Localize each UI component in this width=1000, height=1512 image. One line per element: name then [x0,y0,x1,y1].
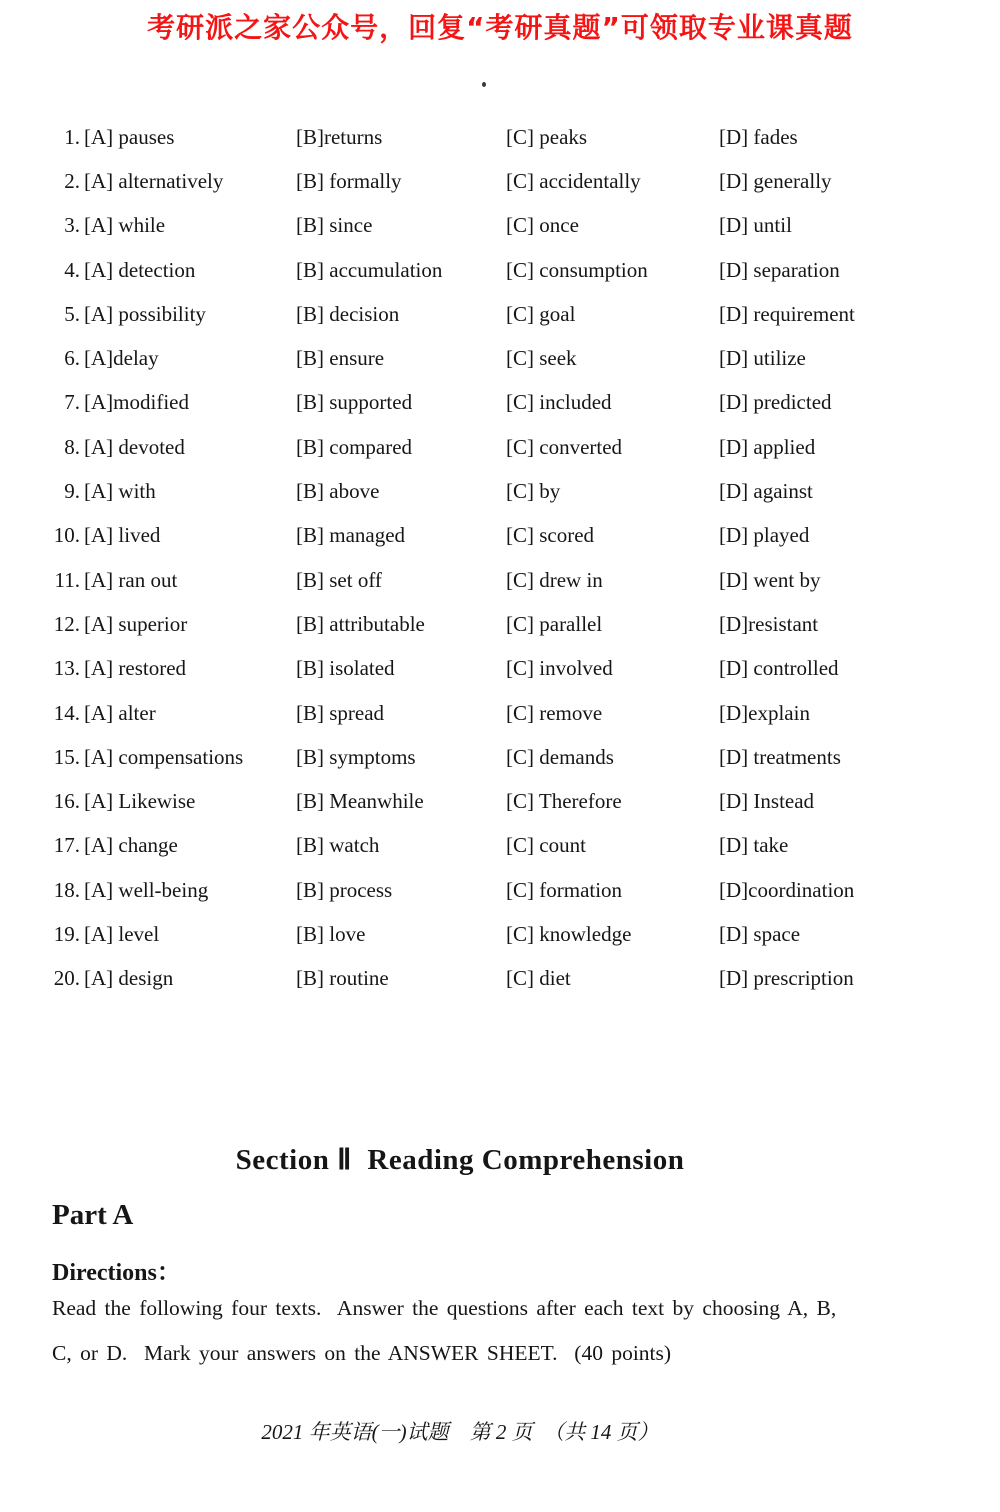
option-d: [D] went by [719,567,821,592]
option-b: [B] watch [296,833,380,858]
option-b: [B] process [296,877,393,902]
option-a: [A] well-being [84,877,209,902]
option-c: [C] seek [506,346,577,371]
option-a: [A] restored [84,656,187,681]
option-d: [D] played [719,523,810,548]
question-number: 1. [64,124,80,149]
option-c: [C] accidentally [506,168,641,193]
option-c: [C] parallel [506,611,603,636]
option-a: [A] with [84,479,156,504]
option-d: [D] applied [719,434,816,459]
option-c: [C] demands [506,744,614,769]
option-c: [C] by [506,479,561,504]
question-number: 10. [53,523,80,548]
question-row [50,336,960,380]
option-c: [C] diet [506,966,571,991]
question-row [50,957,960,1001]
option-b: [B] isolated [296,656,395,681]
option-b: [B] compared [296,434,413,459]
cloze-options-list [50,115,960,1001]
option-b: [B] since [296,213,373,238]
question-row [50,292,960,336]
option-b: [B] ensure [296,346,385,371]
option-a: [A] ran out [84,567,178,592]
option-c: [C] peaks [506,124,588,149]
option-b: [B] formally [296,168,402,193]
option-c: [C] knowledge [506,921,632,946]
option-d: [D] fades [719,124,798,149]
option-a: [A] devoted [84,434,185,459]
option-d: [D] requirement [719,301,855,326]
question-number: 13. [53,656,80,681]
section-heading: Section Ⅱ Reading Comprehension [235,1144,685,1176]
question-number: 4. [64,257,80,282]
option-b: [B] decision [296,301,400,326]
option-d: [D] until [719,213,792,238]
option-c: [C] converted [506,434,623,459]
question-row [50,425,960,469]
option-b: [B] supported [296,390,413,415]
option-d: [D] controlled [719,656,839,681]
part-a-heading: Part A [52,1199,134,1231]
question-row [50,868,960,912]
question-number: 11. [54,567,80,592]
option-d: [D] Instead [719,789,815,814]
option-d: [D] against [719,479,813,504]
option-a: [A] while [84,213,166,238]
option-a: [A] Likewise [84,789,196,814]
option-a: [A] superior [84,611,188,636]
question-number: 6. [64,346,80,371]
directions-text-line1: Read the following four texts. Answer the questions after each text by choosing A, B, [52,1296,837,1320]
option-a: [A] alter [84,700,156,725]
red-promo-banner: 考研派之家公众号，回复“考研真题”可领取专业课真题 [147,11,853,44]
option-a: [A] detection [84,257,196,282]
option-c: [C] goal [506,301,576,326]
question-row [50,115,960,159]
question-row [50,912,960,956]
option-a: [A] level [84,921,160,946]
option-a: [A] compensations [84,744,244,769]
option-b: [B] above [296,479,380,504]
question-number: 14. [53,700,80,725]
option-c: [C] count [506,833,586,858]
question-number: 17. [53,833,80,858]
question-number: 15. [53,744,80,769]
question-row [50,514,960,558]
directions-text-line2: C, or D. Mark your answers on the ANSWER SHEET. (40 points) [52,1341,672,1365]
option-c: [C] remove [506,700,603,725]
option-a: [A] change [84,833,178,858]
question-number: 5. [64,301,80,326]
option-c: [C] scored [506,523,595,548]
question-row [50,647,960,691]
question-number: 3. [64,213,80,238]
option-b: [B] set off [296,567,382,592]
option-a: [A] possibility [84,301,206,326]
option-c: [C] formation [506,877,623,902]
option-a: [A] lived [84,523,161,548]
option-c: [C] Therefore [506,789,622,814]
question-number: 20. [53,966,80,991]
option-d: [D]coordination [719,877,855,902]
option-d: [D] predicted [719,390,832,415]
option-d: [D] treatments [719,744,841,769]
option-d: [D] space [719,921,801,946]
option-d: [D] utilize [719,346,806,371]
option-b: [B] attributable [296,611,425,636]
option-c: [C] once [506,213,579,238]
question-row [50,602,960,646]
option-b: [B] love [296,921,366,946]
option-a: [A]delay [84,346,159,371]
question-number: 16. [53,789,80,814]
question-number: 9. [64,479,80,504]
question-row [50,558,960,602]
option-a: [A]modified [84,390,189,415]
option-d: [D]resistant [719,611,819,636]
option-d: [D] prescription [719,966,854,991]
question-row [50,691,960,735]
question-number: 7. [64,390,80,415]
ink-speck [482,82,486,87]
question-row [50,779,960,823]
question-number: 2. [64,168,80,193]
question-row [50,248,960,292]
option-d: [D]explain [719,700,810,725]
option-b: [B] symptoms [296,744,416,769]
option-c: [C] consumption [506,257,648,282]
option-d: [D] separation [719,257,840,282]
option-c: [C] drew in [506,567,603,592]
option-c: [C] involved [506,656,613,681]
question-row [50,735,960,779]
question-row [50,824,960,868]
directions-label: Directions： [52,1260,181,1286]
question-row [50,381,960,425]
question-number: 19. [53,921,80,946]
question-number: 8. [64,434,80,459]
option-b: [B] spread [296,700,385,725]
option-b: [B]returns [296,124,383,149]
option-a: [A] pauses [84,124,175,149]
page-footer: 2021 年英语(一)试题 第 2 页 （共 14 页） [261,1420,659,1444]
option-b: [B] routine [296,966,389,991]
question-row [50,204,960,248]
option-b: [B] Meanwhile [296,789,424,814]
option-b: [B] managed [296,523,406,548]
option-d: [D] generally [719,168,832,193]
option-a: [A] design [84,966,174,991]
option-a: [A] alternatively [84,168,224,193]
question-number: 18. [53,877,80,902]
option-c: [C] included [506,390,612,415]
option-b: [B] accumulation [296,257,443,282]
question-number: 12. [53,611,80,636]
question-row [50,469,960,513]
question-row [50,159,960,203]
option-d: [D] take [719,833,789,858]
